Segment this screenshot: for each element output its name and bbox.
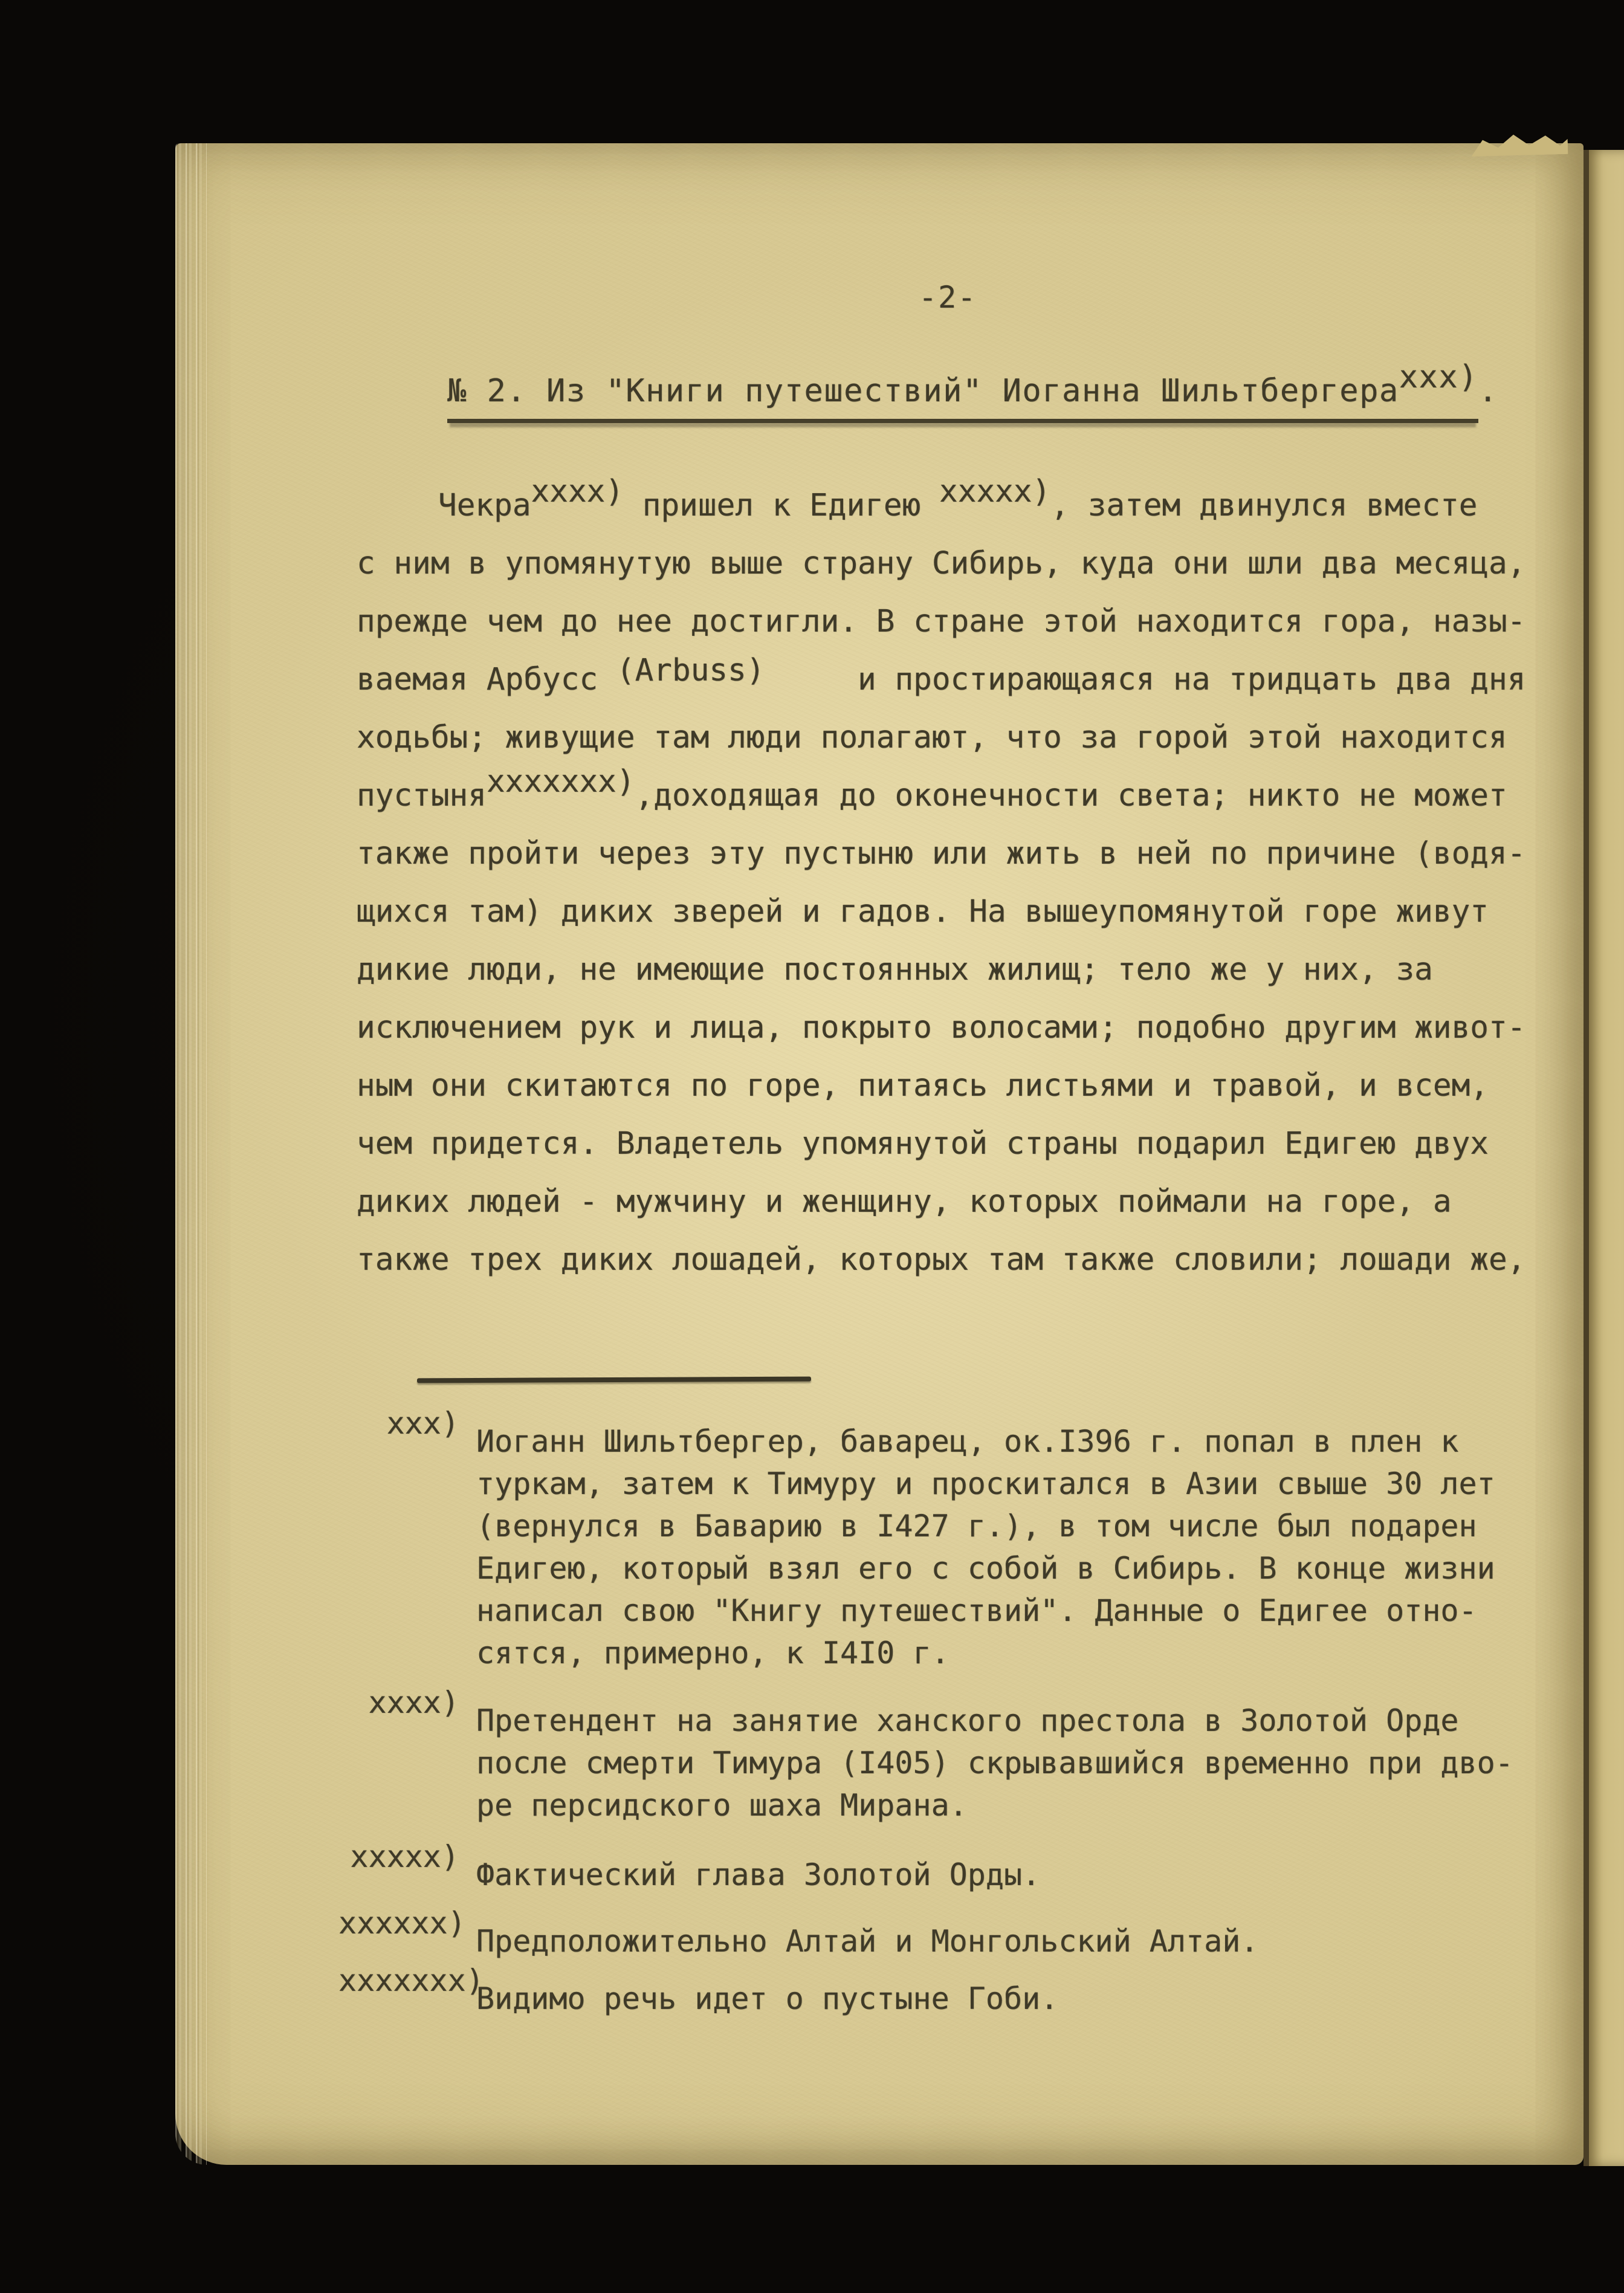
- title-trailing-period: .: [1478, 373, 1498, 409]
- body-text-segment: ным они скитаются по горе, питаясь листьями и травой, и всем,: [357, 1068, 1489, 1104]
- body-text-segment: Чекра: [438, 488, 531, 523]
- footnote-label: xxx): [386, 1406, 459, 1441]
- footnote-line: Фактический глава Золотой Орды.: [476, 1857, 1041, 1892]
- body-text-segment: (Arbuss): [616, 652, 765, 688]
- body-text-segment: диких людей - мужчину и женщину, которых поймали на горе, а: [357, 1184, 1452, 1220]
- page-stack-edges: [175, 143, 207, 2165]
- footnote-reference: xxxxx): [939, 474, 1051, 510]
- body-text-segment: также трех диких лошадей, которых там также словили; лошади же,: [357, 1242, 1526, 1278]
- footnote-line: туркам, затем к Тимуру и проскитался в Азии свыше 30 лет: [476, 1466, 1495, 1501]
- body-text-segment: прежде чем до нее достигли. В стране этой находится гора, назы-: [357, 604, 1526, 639]
- body-line: [357, 825, 1525, 883]
- body-line: [357, 1231, 1525, 1289]
- footnote-line: сятся, примерно, к I4I0 г.: [476, 1635, 949, 1670]
- body-line: [357, 1173, 1525, 1231]
- footnote-reference: xxxxxxx): [486, 764, 635, 800]
- footnote-label: xxxx): [368, 1685, 459, 1720]
- footnotes: [338, 1397, 1513, 2020]
- adjacent-page-edge: [1584, 150, 1624, 2166]
- footnote: [338, 1406, 1513, 1674]
- body-line: [357, 709, 1525, 767]
- body-text-segment: ,доходящая до оконечности света; никто не может: [635, 778, 1507, 813]
- footnote-label: xxxxx): [350, 1839, 459, 1874]
- body-line: [357, 593, 1525, 651]
- body-line: [357, 764, 1525, 825]
- body-line: [357, 1115, 1525, 1173]
- footnote: [338, 1906, 1513, 1962]
- footnote-reference: xxxx): [531, 474, 624, 510]
- document-title: [447, 358, 1498, 409]
- footnote-line: Видимо речь идет о пустыне Гоби.: [476, 1981, 1059, 2016]
- page-number: -2-: [919, 280, 977, 315]
- footnote: [338, 1685, 1513, 1826]
- footnote: [338, 1963, 1513, 2020]
- body-text-segment: с ним в упомянутую выше страну Сибирь, куда они шли два месяца,: [357, 546, 1526, 581]
- footnote-line: после смерти Тимура (I405) скрывавшийся временно при дво-: [476, 1745, 1513, 1780]
- footnote-line: Едигею, который взял его с собой в Сибирь. В конце жизни: [476, 1551, 1495, 1586]
- footnote-text: [476, 1420, 1495, 1674]
- body-line: [357, 1057, 1525, 1115]
- paper-tear: [1471, 132, 1568, 157]
- footnote-line: написал свою "Книгу путешествий". Данные о Едигее отно-: [476, 1593, 1477, 1628]
- body-text-segment: также пройти через эту пустыню или жить в ней по причине (водя-: [357, 836, 1526, 872]
- body-text-segment: пустыня: [357, 778, 487, 813]
- body-text-segment: и простирающаяся на тридцать два дня: [765, 662, 1526, 697]
- body-line: [357, 883, 1525, 941]
- body-text-segment: щихся там) диких зверей и гадов. На вышеупомянутой горе живут: [357, 894, 1489, 930]
- footnote-text: [476, 1978, 1058, 2020]
- footnote-line: (вернулся в Баварию в I427 г.), в том числе был подарен: [476, 1509, 1477, 1544]
- body-text-segment: ходьбы; живущие там люди полагают, что за горой этой находится: [357, 720, 1507, 755]
- body-line: [357, 999, 1525, 1057]
- body-text-segment: ваемая Арбусс: [357, 662, 616, 697]
- body-text: [357, 474, 1526, 1289]
- footnote-text: [476, 1854, 1040, 1896]
- footnote-line: Претендент на занятие ханского престола в Золотой Орде: [476, 1703, 1459, 1738]
- title-underlined-text: [447, 358, 1478, 423]
- footnote-separator-rule: [417, 1377, 811, 1383]
- footnote-label: xxxxxx): [338, 1906, 466, 1941]
- footnote-label: xxxxxxx): [338, 1963, 484, 1998]
- body-line: [357, 651, 1525, 709]
- body-text-segment: дикие люди, не имеющие постоянных жилищ; тело же у них, за: [357, 952, 1433, 988]
- body-text-segment: чем придется. Владетель упомянутой страны подарил Едигею двух: [357, 1126, 1489, 1162]
- document-page: [175, 143, 1584, 2165]
- body-line: [357, 535, 1525, 593]
- footnote: [338, 1839, 1513, 1896]
- title-text: № 2. Из "Книги путешествий" Иоганна Шильтбергера: [447, 373, 1399, 409]
- footnote-line: Предположительно Алтай и Монгольский Алтай.: [476, 1924, 1259, 1959]
- body-text-segment: исключением рук и лица, покрыто волосами; подобно другим живот-: [357, 1010, 1526, 1046]
- footnote-text: [476, 1920, 1258, 1962]
- body-line: [357, 474, 1525, 535]
- body-text-segment: пришел к Едигею: [624, 488, 940, 523]
- body-line: [357, 941, 1525, 999]
- body-text-segment: , затем двинулся вместе: [1050, 488, 1478, 523]
- footnote-text: [476, 1700, 1513, 1826]
- footnote-line: ре персидского шаха Мирана.: [476, 1788, 968, 1823]
- footnote-line: Иоганн Шильтбергер, баварец, ок.I396 г. попал в плен к: [476, 1424, 1459, 1459]
- title-footnote-ref: xxx): [1399, 358, 1478, 395]
